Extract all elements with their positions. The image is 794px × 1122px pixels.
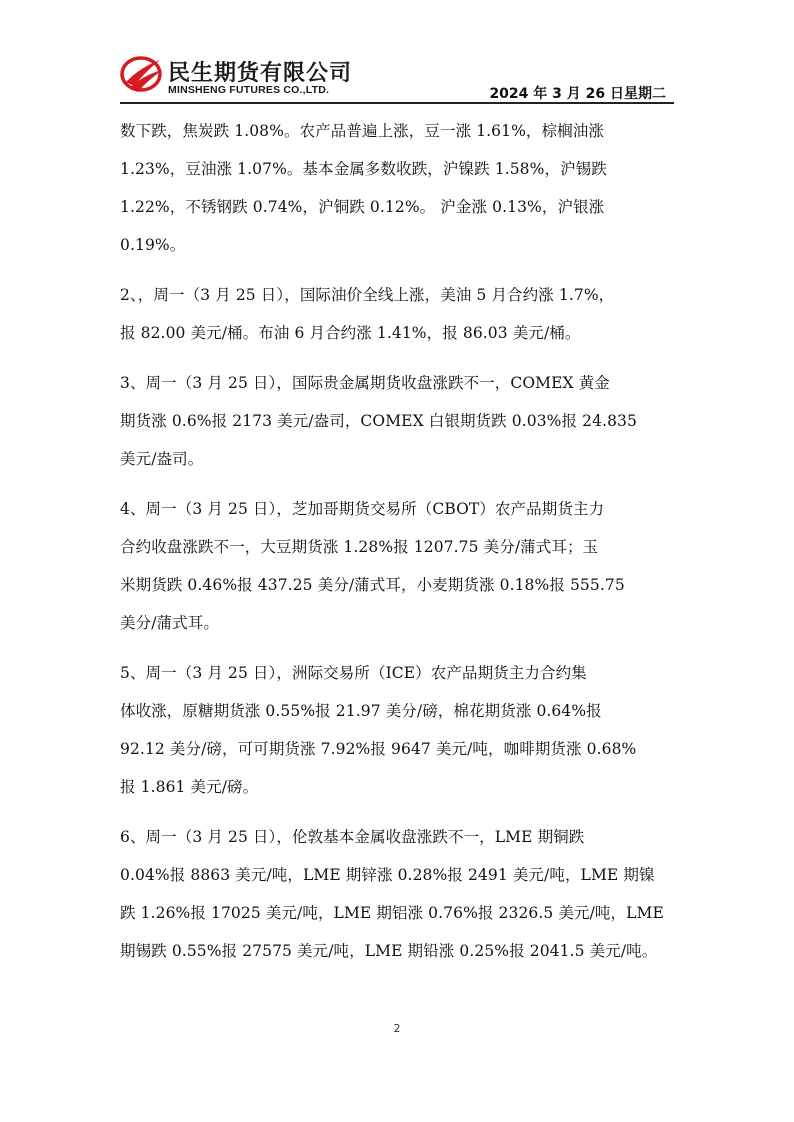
text-line: 期货涨 0.6%报 2173 美元/盎司，COMEX 白银期货跌 0.03%报 24.835 bbox=[120, 412, 637, 430]
company-name-en: MINSHENG FUTURES CO.,LTD. bbox=[168, 84, 330, 96]
paragraph-crude-oil bbox=[120, 276, 680, 352]
page-number: 2 bbox=[393, 1022, 401, 1035]
text-line: 美分/蒲式耳。 bbox=[120, 614, 219, 632]
company-logo bbox=[120, 52, 380, 100]
text-line: 期锡跌 0.55%报 27575 美元/吨，LME 期铅涨 0.25%报 2041.5 美元/吨。 bbox=[120, 942, 658, 960]
text-line: 2、，周一（3 月 25 日），国际油价全线上涨，美油 5 月合约涨 1.7%， bbox=[120, 286, 615, 304]
paragraph-cbot-agriculture bbox=[120, 490, 680, 642]
text-line: 跌 1.26%报 17025 美元/吨，LME 期铝涨 0.76%报 2326.5 美元/吨，LME bbox=[120, 904, 664, 922]
paragraph-ice-softs bbox=[120, 654, 680, 806]
header-divider bbox=[120, 102, 674, 104]
text-line: 92.12 美分/磅，可可期货涨 7.92%报 9647 美元/吨，咖啡期货涨 0.68% bbox=[120, 740, 637, 758]
text-line: 报 1.861 美元/磅。 bbox=[120, 778, 259, 796]
text-line: 3、周一（3 月 25 日），国际贵金属期货收盘涨跌不一，COMEX 黄金 bbox=[120, 374, 610, 392]
report-body bbox=[120, 112, 680, 982]
text-line: 4、周一（3 月 25 日），芝加哥期货交易所（CBOT）农产品期货主力 bbox=[120, 500, 605, 518]
text-line: 0.04%报 8863 美元/吨，LME 期锌涨 0.28%报 2491 美元/吨，LME 期镍 bbox=[120, 866, 655, 884]
text-line: 合约收盘涨跌不一，大豆期货涨 1.28%报 1207.75 美分/蒲式耳；玉 bbox=[120, 538, 599, 556]
paragraph-domestic-summary bbox=[120, 112, 680, 264]
minsheng-logo-icon bbox=[120, 52, 164, 96]
text-line: 5、周一（3 月 25 日），洲际交易所（ICE）农产品期货主力合约集 bbox=[120, 664, 587, 682]
text-line: 体收涨，原糖期货涨 0.55%报 21.97 美分/磅，棉花期货涨 0.64%报 bbox=[120, 702, 602, 720]
text-line: 1.23%，豆油涨 1.07%。基本金属多数收跌，沪镍跌 1.58%，沪锡跌 bbox=[120, 160, 607, 178]
text-line: 6、周一（3 月 25 日），伦敦基本金属收盘涨跌不一，LME 期铜跌 bbox=[120, 828, 585, 846]
paragraph-precious-metals bbox=[120, 364, 680, 478]
report-date: 2024 年 3 月 26 日星期二 bbox=[489, 86, 666, 102]
text-line: 数下跌，焦炭跌 1.08%。农产品普遍上涨，豆一涨 1.61%，棕榈油涨 bbox=[120, 122, 604, 140]
text-line: 米期货跌 0.46%报 437.25 美分/蒲式耳，小麦期货涨 0.18%报 555.75 bbox=[120, 576, 625, 594]
text-line: 美元/盎司。 bbox=[120, 450, 204, 468]
company-name-cn: 民生期货有限公司 bbox=[168, 61, 353, 86]
text-line: 1.22%，不锈钢跌 0.74%，沪铜跌 0.12%。 沪金涨 0.13%，沪银涨 bbox=[120, 198, 605, 216]
text-line: 报 82.00 美元/桶。布油 6 月合约涨 1.41%，报 86.03 美元/桶。 bbox=[120, 324, 581, 342]
page-header bbox=[0, 0, 794, 106]
text-line: 0.19%。 bbox=[120, 236, 186, 254]
paragraph-lme-base-metals bbox=[120, 818, 680, 970]
